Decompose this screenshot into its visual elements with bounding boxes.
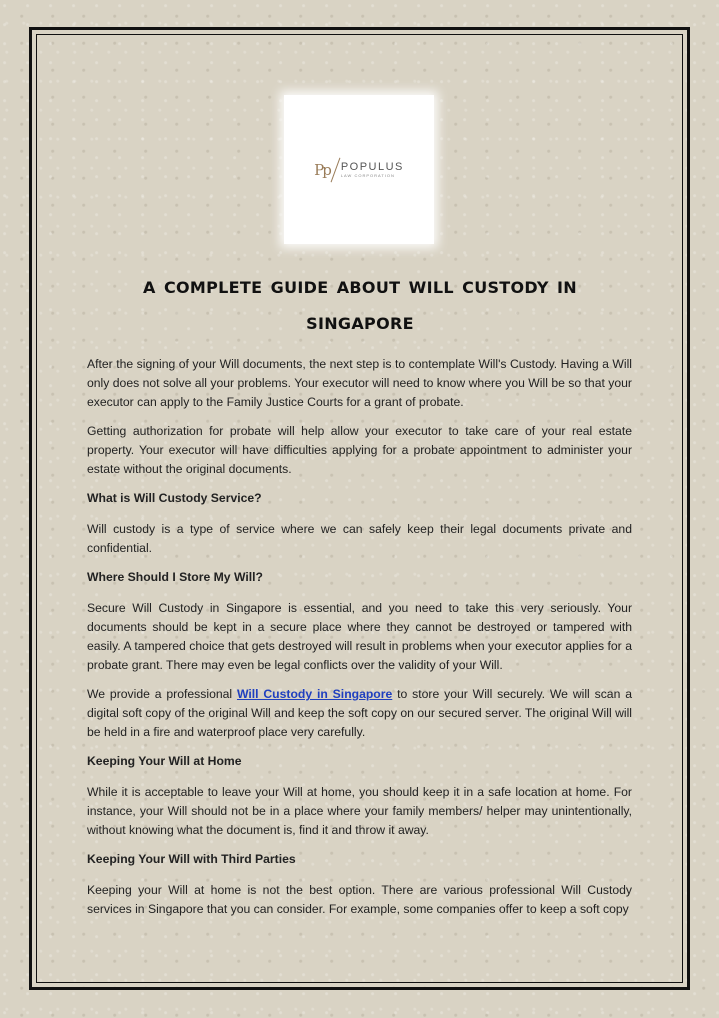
heading-keeping-at-home: Keeping Your Will at Home: [87, 754, 242, 768]
logo-wordmark: [341, 161, 404, 178]
populus-logo: [314, 157, 404, 183]
paragraph-intro: After the signing of your Will documents, the next step is to contemplate Will's Custody. Having a Will only does not solve all your problems. Your executor will need to know where you Will be so that your executor can apply to the Family Justice Courts for a grant of probate.: [87, 357, 632, 409]
page-title-line-2: singapore: [306, 309, 414, 335]
logo-card: [284, 95, 434, 244]
paragraph-service: [87, 685, 632, 742]
will-custody-link[interactable]: Will Custody in Singapore: [236, 687, 393, 701]
paragraph-home: While it is acceptable to leave your Will at home, you should keep it in a safe location at home. For instance, your Will should not be in a place where your family members/ helper may unintentionally, without knowing what the document is, find it and throw it away.: [87, 785, 632, 837]
paragraph-definition: Will custody is a type of service where we can safely keep their legal documents private and confidential.: [87, 522, 632, 555]
heading-what-is-will-custody: What is Will Custody Service?: [87, 491, 262, 505]
paragraph-third-parties: Keeping your Will at home is not the best option. There are various professional Will Custody services in Singapore that you can consider. For example, some companies offer to keep a soft copy: [87, 883, 632, 916]
logo-tagline: LAW CORPORATION: [340, 173, 395, 178]
article-body: [87, 355, 632, 929]
service-text-before: We provide a professional: [87, 687, 237, 701]
heading-where-to-store: Where Should I Store My Will?: [87, 570, 263, 584]
paragraph-probate: Getting authorization for probate will help allow your executor to take care of your real estate property. Your executor will have difficulties applying for a probate appointment to administer your estate without the original documents.: [87, 424, 632, 476]
logo-monogram: Pp: [314, 160, 330, 179]
page-title-line-1: a complete guide about will custody in: [143, 273, 577, 299]
service-text-after: to store your Will securely. We will scan a digital soft copy of the original Will and keep the soft copy on our secured server. The original Will will be held in a fire and waterproof place very carefully.: [87, 687, 632, 739]
paragraph-secure-custody: Secure Will Custody in Singapore is essential, and you need to take this very seriously. Your documents should be kept in a secure place where they cannot be destroyed or tampered with easily. A tampered choice that gets destroyed will result in problems when your executor applies for a probate grant. There may even be legal conflicts over the validity of your Will.: [87, 601, 632, 672]
logo-divider: [330, 157, 340, 182]
page-title: [60, 268, 660, 340]
heading-third-parties: Keeping Your Will with Third Parties: [87, 852, 296, 866]
logo-name: POPULUS: [340, 161, 404, 173]
